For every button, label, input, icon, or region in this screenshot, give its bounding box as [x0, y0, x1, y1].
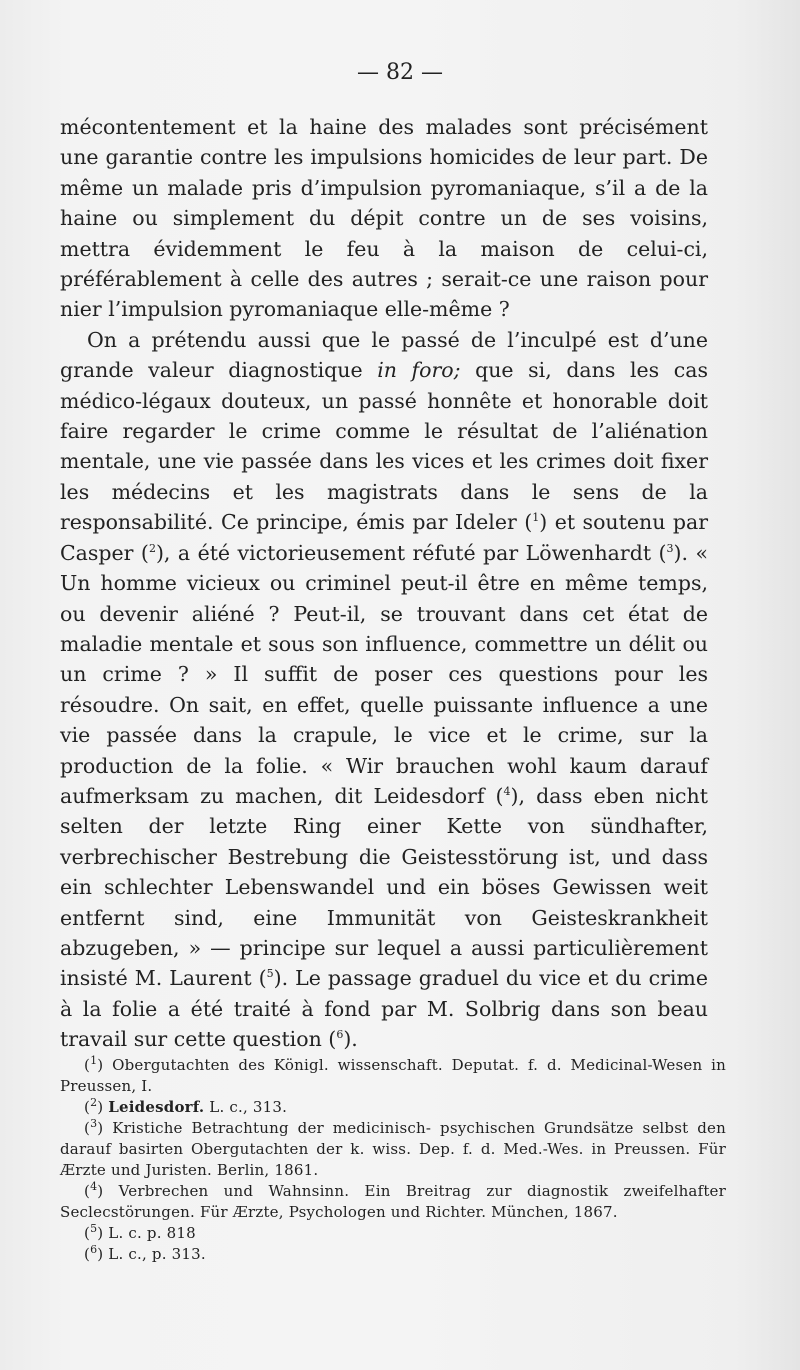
footnote-mark: 1 — [90, 1054, 98, 1067]
footnote-ref-5: 5 — [266, 967, 274, 981]
footnote-mark: 6 — [90, 1243, 98, 1256]
footnote: ($^6$) L. c., p. 313. — [84, 1243, 206, 1263]
footnote-mark: 4 — [90, 1180, 98, 1193]
paragraph-2-text: ), a été victorieusement réfuté par Löwenhardt ( — [155, 540, 667, 565]
footnote: ($^3$) Kristiche Betrachtung der medicinisch- psychischen Grundsätze selbst den darauf basirten Obergutachten der k. wiss. Dep. f. d. Med.-Wes. in Preussen. Für Ærzte und Juristen. Berlin, 1861. — [60, 1117, 726, 1179]
footnote-text: Verbrechen und Wahnsinn. Ein Breitrag zur diagnostik zweifelhafter Seclecstörungen. Für Ærzte, Psychologen und Richter. München, 1867. — [60, 1182, 726, 1221]
paragraph-2-text: ). — [343, 1027, 358, 1052]
footnote-mark: 5 — [90, 1222, 98, 1235]
paragraph-2-text: ) et soutenu par Casper ( — [60, 510, 709, 565]
footnote-text: Obergutachten des Königl. wissenschaft. Deputat. f. d. Medicinal-Wesen in Preussen, I. — [60, 1056, 726, 1095]
paragraph-2 — [60, 325, 708, 1055]
footnotes-section — [60, 1055, 726, 1265]
footnotes-list — [60, 1055, 726, 1265]
footnote-mark: 2 — [90, 1096, 98, 1109]
footnote-ref-3: 3 — [666, 541, 674, 555]
footnote-ref-1: 1 — [532, 511, 540, 525]
paragraph-2-text: On a prétendu aussi que le passé de l’inculpé est d’une grande valeur diagnostique — [60, 327, 708, 383]
italic-phrase: in foro; — [377, 358, 461, 383]
footnote-author: Leidesdorf. — [108, 1098, 205, 1116]
footnote-text: L. c. p. 818 — [108, 1224, 196, 1242]
footnote-text: L. c., p. 313. — [108, 1245, 206, 1263]
main-text — [60, 112, 708, 1055]
paragraph-2-text: ). Le passage graduel du vice et du crime à la folie a été traité à fond par M. Solbrig dans son beau travail sur cette question ( — [60, 966, 708, 1052]
footnote-ref-6: 6 — [336, 1028, 344, 1042]
footnote-text: Kristiche Betrachtung der medicinisch- psychischen Grundsätze selbst den darauf basirten Obergutachten der k. wiss. Dep. f. d. Med.-Wes. in Preussen. Für Ærzte und Juristen. Berlin, 1861. — [60, 1119, 726, 1179]
footnote-mark: 3 — [90, 1117, 98, 1130]
footnote: ($^5$) L. c. p. 818 — [84, 1222, 196, 1242]
footnote: ($^2$) Leidesdorf. L. c., 313. — [84, 1096, 288, 1116]
page-number: — 82 — — [357, 60, 443, 85]
paragraph-1: mécontentement et la haine des malades sont précisément une garantie contre les impulsions homicides de leur part. De même un malade pris d’impulsion pyromaniaque, s’il a de la haine ou simplement du dépit contre un de ses voisins, mettra évidemment le feu à la maison de celui-ci, préférablement à celle des autres ; serait-ce une raison pour nier l’impulsion pyromaniaque elle-même ? — [60, 115, 708, 322]
paragraph-2-text: ). « Un homme vicieux ou criminel peut-il être en même temps, ou devenir aliéné ? Peut-il, se trouvant dans cet état de maladie mentale et sous son influence, commettre un délit ou un crime ? » Il suffit de poser ces questions pour les résoudre. On sait, en effet, quelle puissante influence a une vie passée dans la crapule, le vice et le crime, sur la production de la folie. « Wir brauchen wohl kaum darauf aufmerksam zu machen, dit Leidesdorf ( — [60, 540, 709, 808]
paragraph-2-text: ), dass eben nicht selten der letzte Ring einer Kette von sündhafter, verbrechischer Bestrebung die Geistesstörung ist, und dass ein schlechter Lebenswandel und ein böses Gewissen weit entfernt sind, eine Immunität von Geisteskrankheit abzugeben, » — principe sur lequel a aussi particulièrement insisté M. Laurent ( — [60, 783, 708, 991]
footnote: ($^1$) Obergutachten des Königl. wissenschaft. Deputat. f. d. Medicinal-Wesen in Preussen, I. — [60, 1054, 726, 1095]
footnote-text: L. c., 313. — [204, 1098, 288, 1116]
footnote-ref-2: 2 — [148, 541, 156, 555]
footnote-ref-4: 4 — [503, 785, 511, 799]
paragraph-2-text: que si, dans les cas médico-légaux douteux, un passé honnête et honorable doit faire regarder le crime comme le résultat de l’aliénation mentale, une vie passée dans les vices et les crimes doit fixer les médecins et les magistrats dans le sens de la responsabilité. Ce principe, émis par Ideler ( — [60, 358, 708, 535]
footnote: ($^4$) Verbrechen und Wahnsinn. Ein Breitrag zur diagnostik zweifelhafter Seclecstörungen. Für Ærzte, Psychologen und Richter. München, 1867. — [60, 1180, 726, 1221]
